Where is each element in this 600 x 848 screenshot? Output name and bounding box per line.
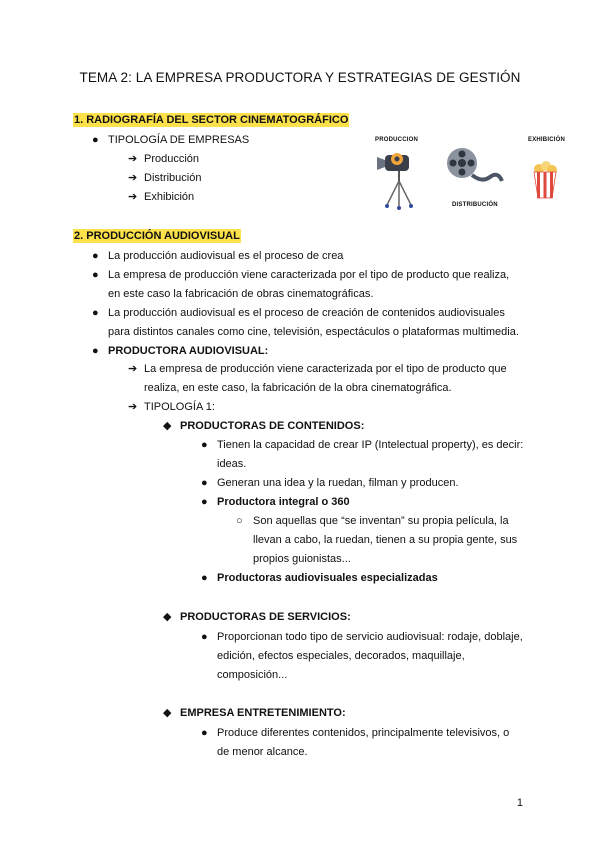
bullet-productora-audiovisual: PRODUCTORA AUDIOVISUAL: (108, 345, 269, 357)
list-item-especializadas: Productoras audiovisuales especializadas (217, 572, 438, 584)
bullet-text-cont: en este caso la fabricación de obras cinematográficas. (108, 288, 374, 300)
bullet-dot: ● (92, 250, 99, 262)
bullet-dot: ● (92, 307, 99, 319)
bullet-tipologia-empresas: TIPOLOGÍA DE EMPRESAS (108, 134, 250, 146)
bullet-dot: ● (92, 134, 99, 146)
label-distribucion: DISTRIBUCIÓN (452, 202, 498, 208)
list-item-produccion: Producción (144, 153, 200, 165)
film-reel-icon (442, 145, 504, 187)
list-item-cont: edición, efectos especiales, decorados, maquillaje, (217, 650, 465, 662)
bullet-dot: ● (201, 477, 208, 489)
heading-empresa-entretenimiento: EMPRESA ENTRETENIMIENTO: (180, 707, 346, 719)
bullet-dot: ● (201, 496, 208, 508)
list-item: Generan una idea y la ruedan, filman y producen. (217, 477, 459, 489)
bullet-dot: ● (92, 269, 99, 281)
label-produccion: PRODUCCION (375, 137, 419, 143)
diamond-icon: ◆ (163, 420, 172, 432)
arrow-icon: ➔ (128, 363, 138, 375)
section-2-heading: 2. PRODUCCIÓN AUDIOVISUAL (74, 230, 240, 242)
list-item-productora-integral: Productora integral o 360 (217, 496, 350, 508)
bullet-dot: ● (201, 572, 208, 584)
page-title: TEMA 2: LA EMPRESA PRODUCTORA Y ESTRATEGIAS DE GESTIÓN (79, 70, 521, 85)
bullet-text-cont: para distintos canales como cine, televisión, espectáculos o plataformas multimedia. (108, 326, 519, 338)
bullet-text: La empresa de producción viene caracterizada por el tipo de producto que realiza, (108, 269, 510, 281)
sub-item-cont: propios guionistas... (253, 553, 351, 565)
list-item-exhibicion: Exhibición (144, 191, 195, 203)
bullet-dot: ● (201, 439, 208, 451)
page-number: 1 (516, 797, 523, 809)
arrow-icon: ➔ (128, 153, 138, 165)
arrow-icon: ➔ (128, 191, 138, 203)
bullet-dot: ● (201, 631, 208, 643)
diamond-icon: ◆ (163, 611, 172, 623)
list-item: Produce diferentes contenidos, principalmente televisivos, o (217, 727, 510, 739)
movie-camera-icon (375, 145, 425, 213)
section-1-heading: 1. RADIOGRAFÍA DEL SECTOR CINEMATOGRÁFICO (74, 114, 349, 126)
arrow-icon: ➔ (128, 172, 138, 184)
arrow-item-tipologia: TIPOLOGÍA 1: (144, 401, 215, 413)
list-item-cont: ideas. (217, 458, 247, 470)
sub-item: Son aquellas que “se inventan” su propia película, la (253, 515, 509, 527)
heading-productoras-contenidos: PRODUCTORAS DE CONTENIDOS: (180, 420, 365, 432)
diamond-icon: ◆ (163, 707, 172, 719)
circle-bullet: ○ (236, 515, 243, 527)
arrow-item-text-cont: realiza, en este caso, la fabricación de la obra cinematográfica. (144, 382, 452, 394)
sub-item-cont: llevan a cabo, la ruedan, tienen a su propia gente, sus (253, 534, 518, 546)
list-item: Tienen la capacidad de crear IP (Intelectual property), es decir: (217, 439, 524, 451)
arrow-item-text: La empresa de producción viene caracterizada por el tipo de producto que (144, 363, 507, 375)
bullet-dot: ● (92, 345, 99, 357)
list-item-cont: composición... (217, 669, 288, 681)
label-exhibicion: EXHIBICIÓN (528, 137, 566, 143)
heading-productoras-servicios: PRODUCTORAS DE SERVICIOS: (180, 611, 351, 623)
arrow-icon: ➔ (128, 401, 138, 413)
popcorn-icon (530, 160, 560, 200)
bullet-text: La producción audiovisual es el proceso de creación de contenidos audiovisuales (108, 307, 505, 319)
bullet-dot: ● (201, 727, 208, 739)
list-item-distribucion: Distribución (144, 172, 202, 184)
bullet-text: La producción audiovisual es el proceso de crea (108, 250, 344, 262)
list-item-cont: de menor alcance. (217, 746, 308, 758)
list-item: Proporcionan todo tipo de servicio audiovisual: rodaje, doblaje, (217, 631, 523, 643)
